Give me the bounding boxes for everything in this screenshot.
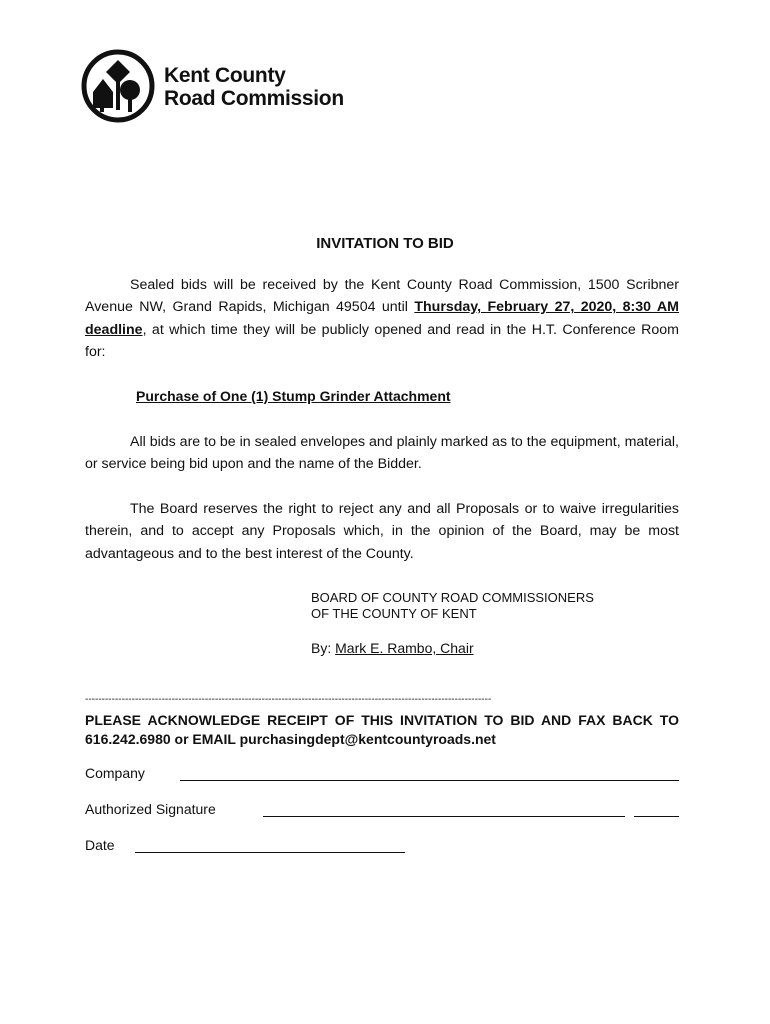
- logo-wordmark: [164, 64, 344, 110]
- company-label: Company: [85, 765, 145, 781]
- sealed-envelope-paragraph: [85, 431, 679, 476]
- logo-emblem-icon: [80, 48, 156, 124]
- kent-county-road-commission-logo: [80, 48, 360, 128]
- authorized-signature-label: Authorized Signature: [85, 801, 216, 817]
- board-name-block: [311, 590, 594, 622]
- signer-name: Mark E. Rambo, Chair: [335, 640, 474, 656]
- bid-item-title: Purchase of One (1) Stump Grinder Attachment: [136, 388, 451, 404]
- signed-by: [311, 640, 474, 656]
- bid-deadline: Thursday, February 27, 2020, 8:30 AM deadline: [85, 299, 679, 338]
- board-name-line1: BOARD OF COUNTY ROAD COMMISSIONERS: [311, 590, 594, 605]
- intro-paragraph: [85, 274, 679, 364]
- org-name-line1: Kent County: [164, 64, 286, 87]
- company-field-line[interactable]: [180, 780, 679, 781]
- signature-field-line-extension[interactable]: [634, 816, 679, 817]
- org-name-line2: Road Commission: [164, 87, 344, 110]
- date-field-line[interactable]: [135, 852, 405, 853]
- board-name-line2: OF THE COUNTY OF KENT: [311, 606, 477, 621]
- signature-field-line[interactable]: [263, 816, 625, 817]
- date-label: Date: [85, 837, 115, 853]
- by-label: By:: [311, 640, 336, 656]
- board-rights-paragraph: [85, 498, 679, 565]
- intro-text-start: Sealed bids will be received by the Kent County Road Commission, 1500 Scribner Avenue NW, Grand Rapids, Michigan 49504 until: [85, 277, 679, 316]
- document-title: INVITATION TO BID: [316, 235, 454, 252]
- sealed-envelope-text: All bids are to be in sealed envelopes and plainly marked as to the equipment, material, or service being bid upon and the name of the Bidder.: [85, 434, 679, 473]
- cut-line-separator: --------------------------------------------------------------------------------------------------------------------------: [85, 694, 492, 705]
- acknowledgment-instruction: PLEASE ACKNOWLEDGE RECEIPT OF THIS INVITATION TO BID AND FAX BACK TO 616.242.6980 or EMAIL purchasingdept@kentcountyroads.net: [85, 712, 679, 747]
- board-rights-text: The Board reserves the right to reject any and all Proposals or to waive irregularities therein, and to accept any Proposals which, in the opinion of the Board, may be most advantageous and to the best interest of the County.: [85, 501, 679, 562]
- intro-text-end: , at which time they will be publicly opened and read in the H.T. Conference Room for:: [85, 321, 679, 361]
